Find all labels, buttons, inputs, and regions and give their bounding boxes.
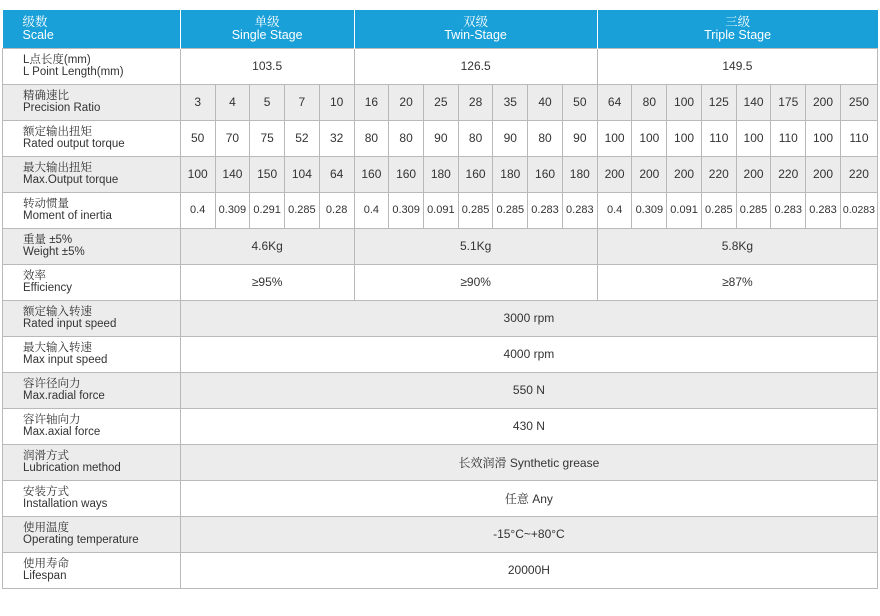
value-cell: 180 xyxy=(493,156,528,192)
row-max-input-speed xyxy=(3,336,878,372)
header-label-zh: 级数 xyxy=(22,14,48,29)
value-cell: 0.0283 xyxy=(840,192,877,228)
value-cell: 200 xyxy=(632,156,667,192)
value-cell: 80 xyxy=(389,120,424,156)
value-cell: 64 xyxy=(597,84,632,120)
value-cell: 90 xyxy=(423,120,458,156)
value-cell: 0.28 xyxy=(319,192,354,228)
value-cell: 100 xyxy=(736,120,771,156)
value-cell: 100 xyxy=(667,120,702,156)
value-cell: 0.285 xyxy=(736,192,771,228)
row-lifespan xyxy=(3,552,878,588)
value-cell: 35 xyxy=(493,84,528,120)
value-cell: 4 xyxy=(215,84,250,120)
label-zh: 使用寿命 xyxy=(23,558,69,570)
row-label xyxy=(3,48,181,84)
value-cell: 90 xyxy=(562,120,597,156)
header-label-en: Scale xyxy=(22,27,54,42)
value-cell: 0.283 xyxy=(806,192,841,228)
row-label xyxy=(3,444,181,480)
label-en: Lifespan xyxy=(23,570,67,582)
cell-single: 103.5 xyxy=(180,48,354,84)
value-cell: 0.285 xyxy=(285,192,320,228)
value-cell: 250 xyxy=(840,84,877,120)
label-zh: 转动惯量 xyxy=(23,198,69,210)
header-triple-stage xyxy=(597,10,877,48)
value-cell: 220 xyxy=(771,156,806,192)
row-label xyxy=(3,408,181,444)
value-cell: 50 xyxy=(180,120,215,156)
label-zh: 最大输出扭矩 xyxy=(23,162,92,174)
row-label xyxy=(3,372,181,408)
value-cell: 0.283 xyxy=(771,192,806,228)
label-zh: 效率 xyxy=(23,270,46,282)
value-cell: 100 xyxy=(597,120,632,156)
row-precision-ratio xyxy=(3,84,878,120)
header-row xyxy=(3,10,878,48)
label-en: Installation ways xyxy=(23,498,108,510)
row-efficiency xyxy=(3,264,878,300)
row-label xyxy=(3,336,181,372)
cell-value: 长效润滑 Synthetic grease xyxy=(180,444,877,480)
value-cell: 200 xyxy=(736,156,771,192)
row-lubrication-method xyxy=(3,444,878,480)
label-en: Operating temperature xyxy=(23,534,139,546)
value-cell: 180 xyxy=(423,156,458,192)
value-cell: 0.309 xyxy=(215,192,250,228)
header-twin-zh: 双级 xyxy=(463,14,489,29)
header-label xyxy=(3,10,181,48)
value-cell: 0.309 xyxy=(389,192,424,228)
value-cell: 150 xyxy=(250,156,285,192)
cell-twin: 5.1Kg xyxy=(354,228,597,264)
value-cell: 52 xyxy=(285,120,320,156)
value-cell: 220 xyxy=(840,156,877,192)
value-cell: 0.4 xyxy=(597,192,632,228)
label-en: Max.radial force xyxy=(23,390,105,402)
value-cell: 0.4 xyxy=(354,192,389,228)
cell-value: -15°C~+80°C xyxy=(180,516,877,552)
label-zh: 额定输出扭矩 xyxy=(23,126,92,138)
row-label xyxy=(3,120,181,156)
label-zh: 容许径向力 xyxy=(23,378,81,390)
value-cell: 175 xyxy=(771,84,806,120)
value-cell: 80 xyxy=(458,120,493,156)
cell-value: 4000 rpm xyxy=(180,336,877,372)
cell-value: 任意 Any xyxy=(180,480,877,516)
row-rated-output-torque xyxy=(3,120,878,156)
label-en: Moment of inertia xyxy=(23,210,112,222)
header-twin-en: Twin-Stage xyxy=(444,27,507,42)
label-en: Rated output torque xyxy=(23,138,125,150)
row-max-axial-force xyxy=(3,408,878,444)
value-cell: 5 xyxy=(250,84,285,120)
value-cell: 80 xyxy=(354,120,389,156)
cell-value: 430 N xyxy=(180,408,877,444)
cell-value: 550 N xyxy=(180,372,877,408)
value-cell: 160 xyxy=(354,156,389,192)
row-max-output-torque xyxy=(3,156,878,192)
row-operating-temperature xyxy=(3,516,878,552)
value-cell: 32 xyxy=(319,120,354,156)
row-label xyxy=(3,480,181,516)
row-installation-ways xyxy=(3,480,878,516)
header-twin-stage xyxy=(354,10,597,48)
cell-value: 3000 rpm xyxy=(180,300,877,336)
label-zh: 额定输入转速 xyxy=(23,306,92,318)
value-cell: 160 xyxy=(389,156,424,192)
label-en: Efficiency xyxy=(23,282,73,294)
value-cell: 50 xyxy=(562,84,597,120)
value-cell: 16 xyxy=(354,84,389,120)
value-cell: 0.4 xyxy=(180,192,215,228)
label-en: Max input speed xyxy=(23,354,108,366)
label-en: Precision Ratio xyxy=(23,102,101,114)
value-cell: 3 xyxy=(180,84,215,120)
value-cell: 0.283 xyxy=(562,192,597,228)
value-cell: 28 xyxy=(458,84,493,120)
value-cell: 90 xyxy=(493,120,528,156)
cell-triple: 149.5 xyxy=(597,48,877,84)
value-cell: 140 xyxy=(736,84,771,120)
cell-single: 4.6Kg xyxy=(180,228,354,264)
value-cell: 0.285 xyxy=(701,192,736,228)
spec-table xyxy=(2,10,878,589)
value-cell: 0.285 xyxy=(493,192,528,228)
header-triple-zh: 三级 xyxy=(725,14,751,29)
cell-triple: ≥87% xyxy=(597,264,877,300)
value-cell: 20 xyxy=(389,84,424,120)
header-triple-en: Triple Stage xyxy=(704,27,772,42)
value-cell: 125 xyxy=(701,84,736,120)
value-cell: 200 xyxy=(806,84,841,120)
value-cell: 100 xyxy=(667,84,702,120)
value-cell: 10 xyxy=(319,84,354,120)
value-cell: 0.285 xyxy=(458,192,493,228)
label-en: Max.axial force xyxy=(23,426,101,438)
row-label xyxy=(3,228,181,264)
row-moment-of-inertia xyxy=(3,192,878,228)
value-cell: 110 xyxy=(771,120,806,156)
value-cell: 104 xyxy=(285,156,320,192)
label-en: Rated input speed xyxy=(23,318,117,330)
row-rated-input-speed xyxy=(3,300,878,336)
value-cell: 160 xyxy=(528,156,563,192)
value-cell: 200 xyxy=(597,156,632,192)
value-cell: 40 xyxy=(528,84,563,120)
value-cell: 80 xyxy=(632,84,667,120)
label-en: L Point Length(mm) xyxy=(23,66,124,78)
label-zh: 润滑方式 xyxy=(23,450,69,462)
label-zh: 容许轴向力 xyxy=(23,414,81,426)
value-cell: 25 xyxy=(423,84,458,120)
value-cell: 0.291 xyxy=(250,192,285,228)
value-cell: 0.309 xyxy=(632,192,667,228)
header-single-stage xyxy=(180,10,354,48)
value-cell: 7 xyxy=(285,84,320,120)
header-single-en: Single Stage xyxy=(231,27,303,42)
value-cell: 180 xyxy=(562,156,597,192)
value-cell: 200 xyxy=(806,156,841,192)
label-zh: 最大输入转速 xyxy=(23,342,92,354)
row-label xyxy=(3,516,181,552)
row-max-radial-force xyxy=(3,372,878,408)
value-cell: 200 xyxy=(667,156,702,192)
value-cell: 80 xyxy=(528,120,563,156)
label-zh: 安装方式 xyxy=(23,486,69,498)
label-zh: 使用温度 xyxy=(23,522,69,534)
label-en: Weight ±5% xyxy=(23,246,85,258)
value-cell: 75 xyxy=(250,120,285,156)
value-cell: 100 xyxy=(632,120,667,156)
value-cell: 100 xyxy=(806,120,841,156)
cell-value: 20000H xyxy=(180,552,877,588)
row-label xyxy=(3,552,181,588)
row-label xyxy=(3,192,181,228)
label-zh: 重量 ±5% xyxy=(23,234,73,246)
label-en: Max.Output torque xyxy=(23,174,119,186)
row-label xyxy=(3,156,181,192)
label-en: Lubrication method xyxy=(23,462,121,474)
value-cell: 220 xyxy=(701,156,736,192)
label-zh: L点长度(mm) xyxy=(23,54,91,66)
value-cell: 70 xyxy=(215,120,250,156)
value-cell: 110 xyxy=(701,120,736,156)
row-label xyxy=(3,264,181,300)
cell-single: ≥95% xyxy=(180,264,354,300)
value-cell: 0.091 xyxy=(667,192,702,228)
value-cell: 100 xyxy=(180,156,215,192)
label-zh: 精确速比 xyxy=(23,90,69,102)
cell-twin: ≥90% xyxy=(354,264,597,300)
row-weight xyxy=(3,228,878,264)
cell-triple: 5.8Kg xyxy=(597,228,877,264)
value-cell: 160 xyxy=(458,156,493,192)
row-l-point-length xyxy=(3,48,878,84)
value-cell: 64 xyxy=(319,156,354,192)
value-cell: 0.091 xyxy=(423,192,458,228)
value-cell: 0.283 xyxy=(528,192,563,228)
value-cell: 140 xyxy=(215,156,250,192)
cell-twin: 126.5 xyxy=(354,48,597,84)
value-cell: 110 xyxy=(840,120,877,156)
row-label xyxy=(3,300,181,336)
header-single-zh: 单级 xyxy=(254,14,280,29)
row-label xyxy=(3,84,181,120)
